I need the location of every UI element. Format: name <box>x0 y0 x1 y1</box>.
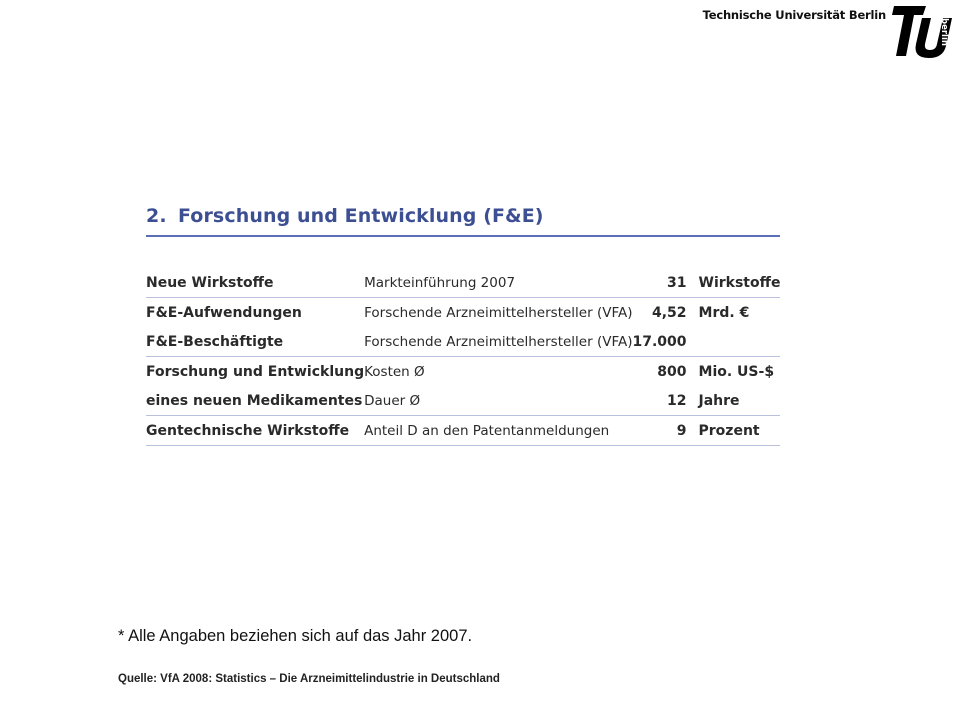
section-title-text: Forschung und Entwicklung (F&E) <box>178 205 544 227</box>
table-row <box>146 327 780 357</box>
row-unit: Mrd. € <box>698 304 750 321</box>
row-unit: Jahre <box>699 386 781 416</box>
row-value: 800 <box>657 363 687 380</box>
row-unit: Prozent <box>699 416 781 446</box>
row-value: 4,52 <box>651 304 687 321</box>
table-row <box>146 298 780 328</box>
row-value: 9 <box>632 416 698 446</box>
table-row <box>146 416 780 446</box>
table-row <box>146 357 780 387</box>
row-description: Forschende Arzneimittelhersteller (VFA) <box>364 327 632 357</box>
table-row <box>146 268 780 298</box>
row-description: Anteil D an den Patentanmeldungen <box>364 416 632 446</box>
row-label: Forschung und Entwicklung <box>146 363 365 380</box>
source-citation: Quelle: VfA 2008: Statistics – Die Arzneimittelindustrie in Deutschland <box>118 673 500 685</box>
footnote: * Alle Angaben beziehen sich auf das Jahr 2007. <box>118 627 473 645</box>
row-value: 12 <box>632 386 698 416</box>
row-description: Kosten Ø <box>364 363 425 380</box>
row-label: Gentechnische Wirkstoffe <box>146 416 364 446</box>
tu-berlin-logo-icon <box>892 4 954 58</box>
institution-name: Technische Universität Berlin <box>702 8 886 22</box>
section-title <box>146 205 780 237</box>
rd-data-table <box>146 268 780 446</box>
section-number: 2. <box>146 205 167 227</box>
row-label: Neue Wirkstoffe <box>146 268 364 298</box>
row-value: 17.000 <box>632 327 698 357</box>
row-label: F&E-Beschäftigte <box>146 327 364 357</box>
table-row <box>146 386 780 416</box>
logo-wordmark: berlin <box>939 18 949 46</box>
row-description: Forschende Arzneimittelhersteller (VFA) <box>364 304 633 321</box>
row-label: F&E-Aufwendungen <box>146 304 302 321</box>
row-unit <box>699 327 781 357</box>
row-description: Dauer Ø <box>364 386 632 416</box>
row-unit: Wirkstoffe <box>699 268 781 298</box>
row-description: Markteinführung 2007 <box>364 268 632 298</box>
row-value: 31 <box>632 268 698 298</box>
row-unit: Mio. US-$ <box>698 363 775 380</box>
row-label: eines neuen Medikamentes <box>146 386 364 416</box>
